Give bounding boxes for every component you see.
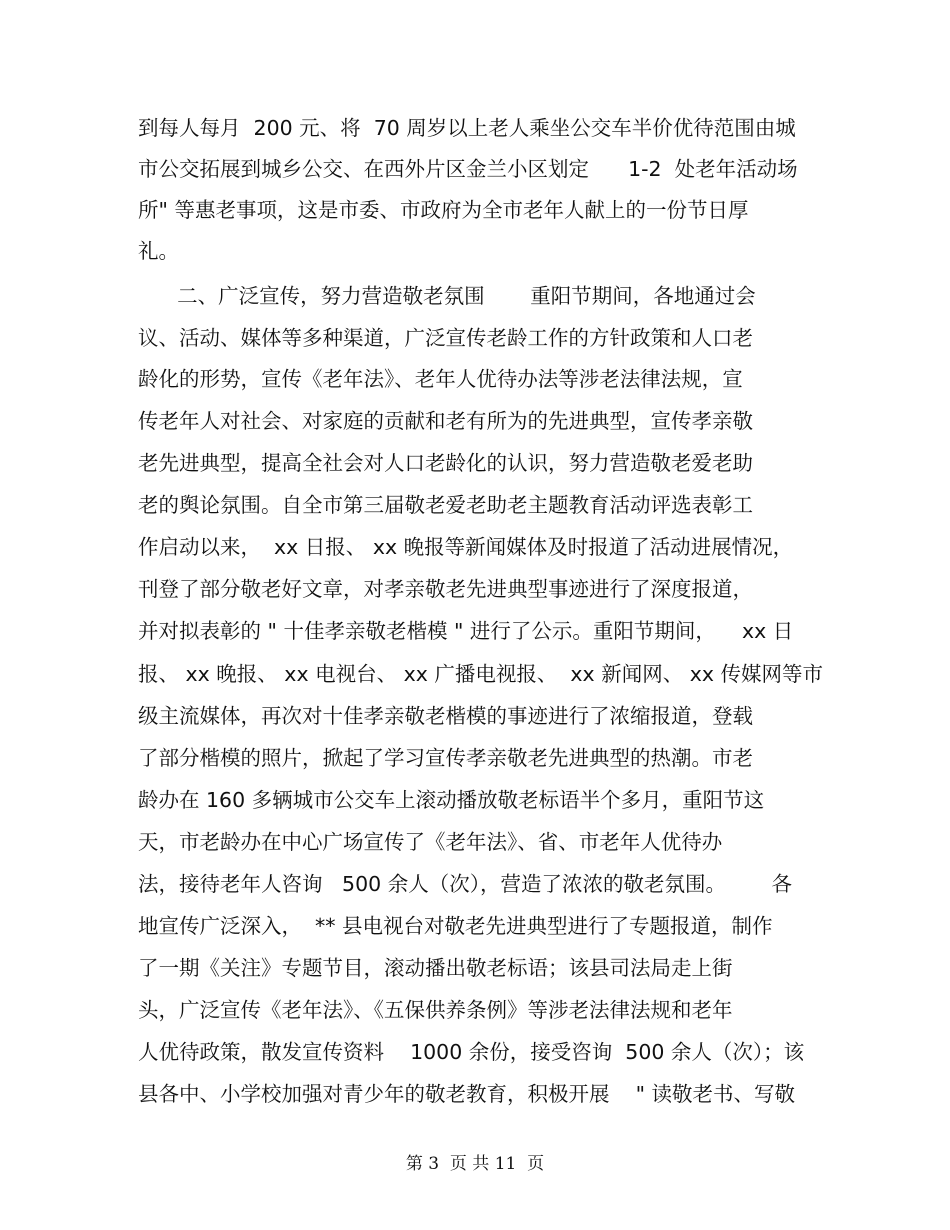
text-line: 龄化的形势，宣传《老年法》、老年人优待办法等涉老法律法规，宣 [138, 367, 743, 391]
text-line: 作启动以来， xx 日报、 xx 晚报等新闻媒体及时报道了活动进展情况， [138, 535, 794, 559]
text-line: 二、广泛宣传，努力营造敬老氛围 重阳节期间，各地通过会 [138, 284, 756, 308]
text-line: 老先进典型，提高全社会对人口老龄化的认识，努力营造敬老爱老助 [138, 451, 753, 475]
text-line: 天，市老龄办在中心广场宣传了《老年法》、省、市老年人优待办 [138, 830, 723, 854]
text-line: 市公交拓展到城乡公交、在西外片区金兰小区划定 1-2 处老年活动场 [138, 157, 798, 181]
text-line: 地宣传广泛深入， ** 县电视台对敬老先进典型进行了专题报道，制作 [138, 914, 773, 938]
text-line: 刊登了部分敬老好文章，对孝亲敬老先进典型事迹进行了深度报道， [138, 577, 753, 601]
text-line: 了部分楷模的照片，掀起了学习宣传孝亲敬老先进典型的热潮。市老 [138, 746, 753, 770]
text-line: 并对拟表彰的 " 十佳孝亲敬老楷模 " 进行了公示。重阳节期间， xx 日 [138, 619, 794, 643]
text-line: 礼。 [138, 239, 179, 263]
text-line: 议、活动、媒体等多种渠道，广泛宣传老龄工作的方针政策和人口老 [138, 326, 753, 350]
text-line: 法，接待老年人咨询 500 余人（次），营造了浓浓的敬老氛围。 各 [138, 872, 793, 896]
text-line: 所" 等惠老事项，这是市委、市政府为全市老年人献上的一份节日厚 [138, 198, 749, 222]
text-line: 老的舆论氛围。自全市第三届敬老爱老助老主题教育活动评选表彰工 [138, 493, 753, 517]
text-line: 报、 xx 晚报、 xx 电视台、 xx 广播电视报、 xx 新闻网、 xx 传媒网等市 [138, 662, 823, 686]
text-line: 传老年人对社会、对家庭的贡献和老有所为的先进典型，宣传孝亲敬 [138, 409, 753, 433]
text-line: 人优待政策，散发宣传资料 1000 余份，接受咨询 500 余人（次）；该 [138, 1040, 805, 1064]
text-line: 头，广泛宣传《老年法》、《五保供养条例》等涉老法律法规和老年 [138, 998, 733, 1022]
text-line: 级主流媒体，再次对十佳孝亲敬老楷模的事迹进行了浓缩报道，登载 [138, 704, 753, 728]
text-line: 县各中、小学校加强对青少年的敬老教育，积极开展 " 读敬老书、写敬 [138, 1082, 796, 1106]
text-line: 到每人每月 200 元、将 70 周岁以上老人乘坐公交车半价优待范围由城 [138, 116, 796, 140]
text-line: 龄办在 160 多辆城市公交车上滚动播放敬老标语半个多月，重阳节这 [138, 788, 765, 812]
page-number-footer: 第 3 页 共 11 页 [405, 1154, 545, 1174]
text-line: 了一期《关注》专题节目，滚动播出敬老标语；该县司法局走上街 [138, 956, 733, 980]
